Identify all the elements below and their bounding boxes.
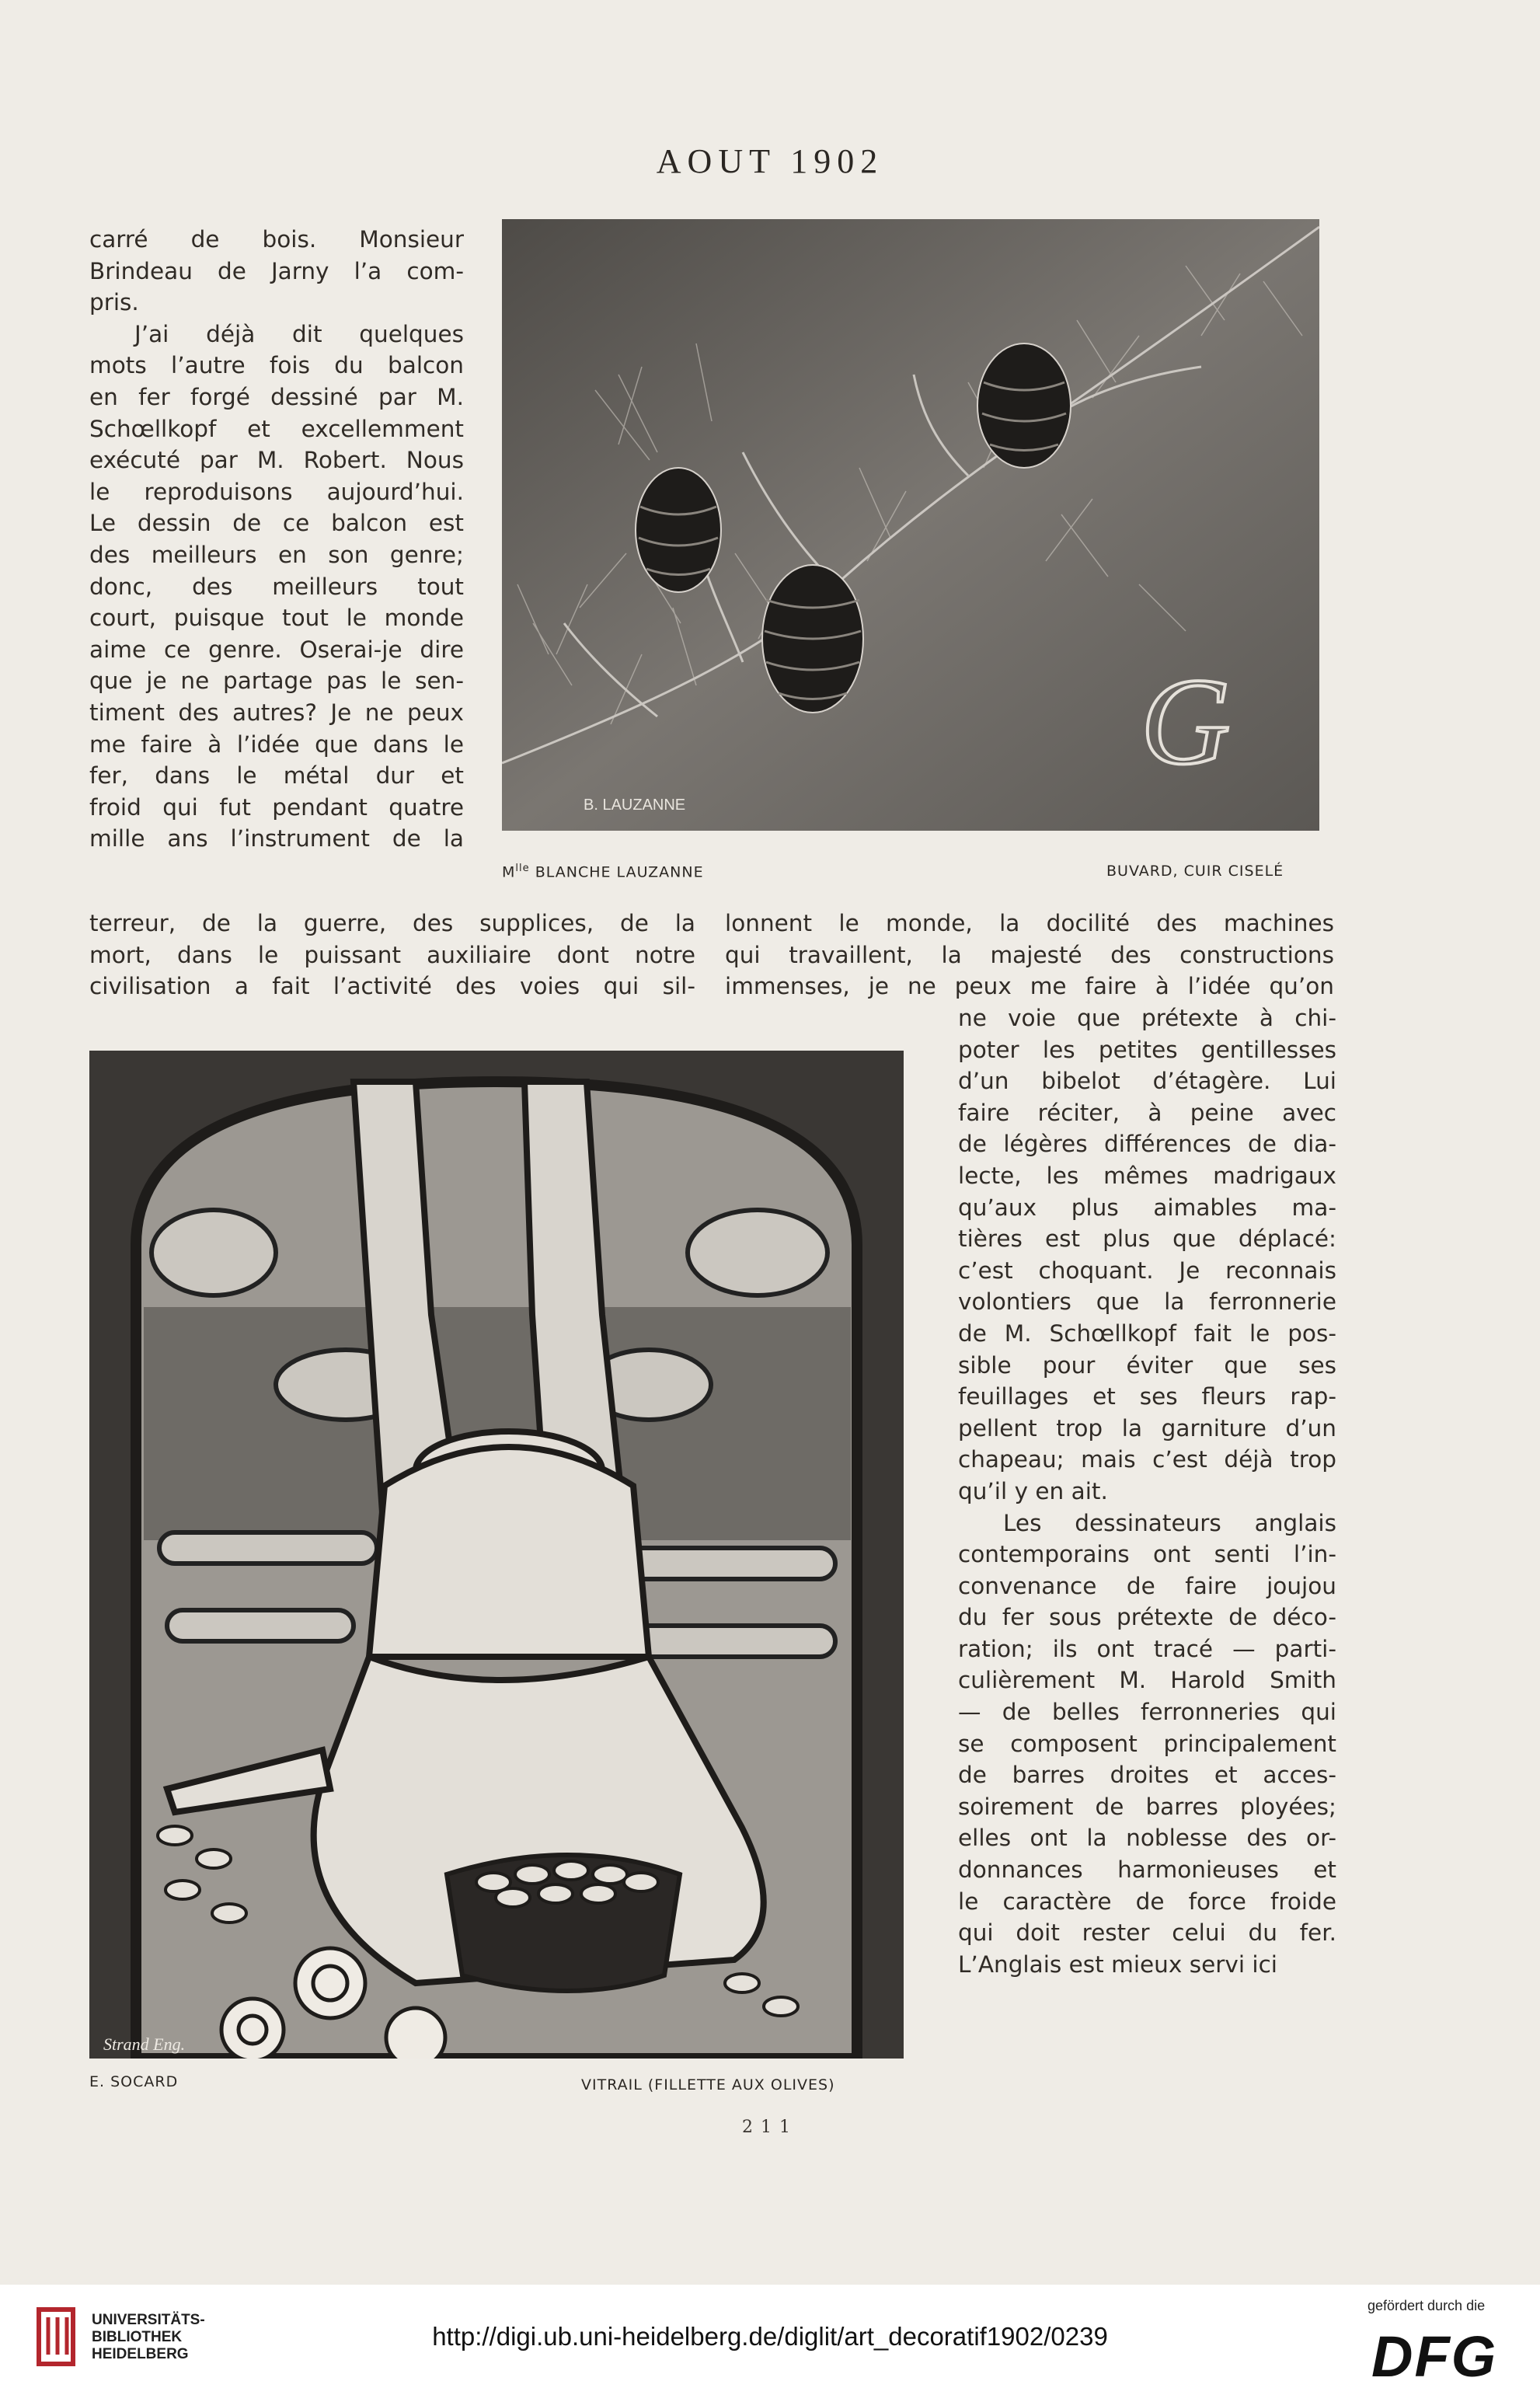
text-line: c’est choquant. Je reconnais [958, 1257, 1336, 1284]
text-line: pellent trop la garniture d’un [958, 1414, 1336, 1442]
text-line: mots l’autre fois du balcon [89, 352, 464, 379]
figure-buvard [502, 219, 1319, 831]
text-line: qu’aux plus aimables ma- [958, 1194, 1336, 1221]
figure-bottom-artist: E. SOCARD [89, 2073, 179, 2090]
text-line: Les dessinateurs anglais [1003, 1509, 1336, 1536]
text-right-wide [725, 908, 1334, 1002]
text-line: Schœllkopf et excellemment [89, 415, 464, 442]
text-line: carré de bois. Monsieur [89, 226, 464, 253]
text-line: Brindeau de Jarny l’a com- [89, 257, 464, 284]
funded-by-label: gefördert durch die [1368, 2298, 1486, 2313]
text-line: se composent principalement [958, 1730, 1336, 1757]
text-line: d’un bibelot d’étagère. Lui [958, 1068, 1336, 1095]
text-line: aime ce genre. Oserai-je dire [89, 636, 464, 663]
text-line: donnances harmonieuses et [958, 1856, 1336, 1884]
text-line: qui travaillent, la majesté des constructions [725, 941, 1334, 968]
text-line: sible pour éviter que ses [958, 1351, 1336, 1379]
text-line: de barres droites et acces- [958, 1762, 1336, 1789]
text-line: me faire à l’idée que dans le [89, 730, 464, 758]
text-line: pris. [89, 289, 139, 316]
text-line: civilisation a fait l’activité des voies qui sil- [89, 973, 695, 1000]
text-line: de légères différences de dia- [958, 1131, 1336, 1158]
text-line: Le dessin de ce balcon est [89, 510, 464, 537]
figure-top-artist: $M^{lle}$ BLANCHE LAUZANNE [502, 863, 704, 881]
text-line: fer, dans le métal dur et [89, 762, 464, 790]
text-line: J’ai déjà dit quelques [134, 320, 464, 347]
text-line: des meilleurs en son genre; [89, 541, 464, 568]
text-left-wide [89, 908, 695, 1002]
text-line: le caractère de force froide [958, 1888, 1336, 1915]
text-line: poter les petites gentillesses [958, 1036, 1336, 1063]
text-line: lonnent le monde, la docilité des machines [725, 910, 1334, 936]
text-line: timent des autres? Je ne peux [89, 699, 464, 726]
text-line: mort, dans le puissant auxiliaire dont notre [89, 941, 695, 968]
text-line: ration; ils ont tracé — parti- [958, 1635, 1336, 1662]
text-line: immenses, je ne peux me faire à l’idée qu’on [725, 973, 1334, 1000]
text-line: convenance de faire joujou [958, 1572, 1336, 1599]
text-line: volontiers que la ferronnerie [958, 1288, 1336, 1316]
text-line: du fer sous prétexte de déco- [958, 1604, 1336, 1631]
text-column-right-narrow [958, 1002, 1336, 1980]
text-line: court, puisque tout le monde [89, 605, 464, 632]
monogram: G [1141, 652, 1231, 790]
text-line: tières est plus que déplacé: [958, 1225, 1336, 1253]
text-line: qu’il y en ait. [958, 1477, 1108, 1504]
text-line: chapeau; mais c’est déjà trop [958, 1446, 1336, 1473]
page-number: 211 [742, 2118, 798, 2137]
library-name: UNIVERSITÄTS- BIBLIOTHEK HEIDELBERG [92, 2312, 205, 2362]
text-column-left-top [89, 224, 464, 855]
text-line: elles ont la noblesse des or- [958, 1825, 1336, 1852]
source-url-link[interactable]: http://digi.ub.uni-heidelberg.de/diglit/art_decoratif1902/0239 [432, 2322, 1108, 2351]
text-line: le reproduisons aujourd’hui. [89, 478, 464, 505]
text-line: faire réciter, à peine avec [958, 1099, 1336, 1126]
text-line: en fer forgé dessiné par M. [89, 383, 464, 410]
text-line: froid qui fut pendant quatre [89, 793, 464, 821]
stained-glass-illustration [89, 1051, 904, 2059]
text-line: terreur, de la guerre, des supplices, de la [89, 910, 695, 936]
text-line: que je ne partage pas le sen- [89, 668, 464, 695]
text-line: mille ans l’instrument de la [89, 825, 464, 852]
text-line: contemporains ont senti l’in- [958, 1541, 1336, 1568]
text-line: — de belles ferronneries qui [958, 1699, 1336, 1726]
text-line: exécuté par M. Robert. Nous [89, 447, 464, 474]
running-header: AOUT 1902 [656, 142, 884, 180]
text-line: lecte, les mêmes madrigaux [958, 1162, 1336, 1189]
text-line: de M. Schœllkopf fait le pos- [958, 1320, 1336, 1347]
artist-signature: B. LAUZANNE [584, 797, 686, 814]
text-line: donc, des meilleurs tout [89, 573, 464, 600]
dfg-logo: DFG [1371, 2324, 1498, 2389]
figure-top-title: BUVARD, CUIR CISELÉ [1106, 863, 1284, 880]
text-line: soirement de barres ployées; [958, 1793, 1336, 1820]
figure-bottom-title: VITRAIL (FILLETTE AUX OLIVES) [581, 2076, 835, 2093]
text-line: feuillages et ses fleurs rap- [958, 1383, 1336, 1410]
text-line: ne voie que prétexte à chi- [958, 1005, 1336, 1031]
engraver-signature: Strand Eng. [103, 2034, 186, 2054]
figure-vitrail [89, 1051, 904, 2059]
text-line: qui doit rester celui du fer. [958, 1919, 1336, 1947]
text-line: culièrement M. Harold Smith [958, 1667, 1336, 1694]
text-line: L’Anglais est mieux servi ici [958, 1951, 1277, 1978]
pine-branch-illustration [502, 219, 1319, 831]
